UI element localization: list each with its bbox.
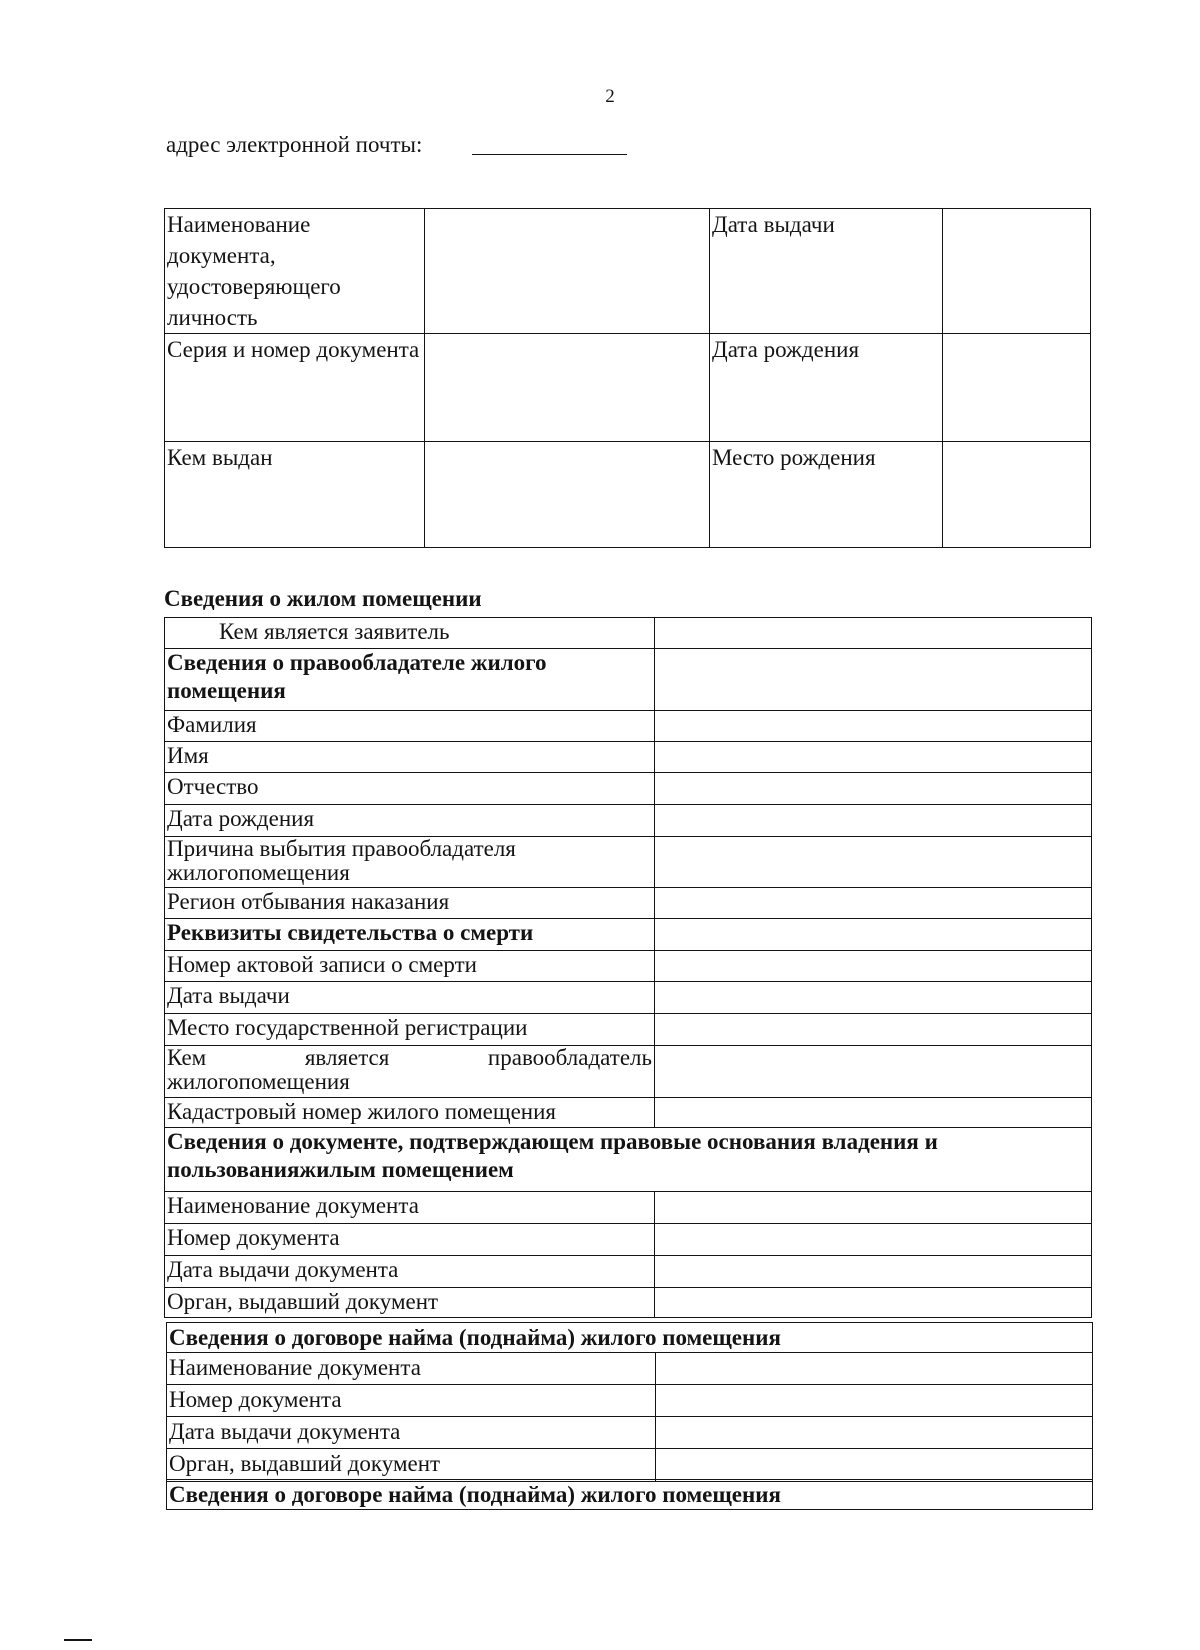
page-number: 2	[605, 86, 615, 107]
lease-row-value[interactable]	[656, 1449, 1093, 1482]
housing-row-label: Реквизиты свидетельства о смерти	[165, 919, 655, 951]
table-row	[167, 1353, 1093, 1385]
housing-row-label: Сведения о правообладателе жилого помещения	[165, 649, 655, 711]
ownership-row-label: Дата выдачи документа	[165, 1256, 655, 1288]
lease-row-value[interactable]	[656, 1385, 1093, 1417]
lease-row-label: Наименование документа	[167, 1353, 656, 1385]
housing-row-value[interactable]	[655, 837, 1092, 888]
lease-contract-repeat-heading: Сведения о договоре найма (поднайма) жилого помещения	[167, 1480, 1093, 1510]
housing-row-label: Кем является заявитель	[165, 618, 655, 649]
table-row	[165, 773, 1092, 805]
lease-contract-table	[166, 1322, 1093, 1482]
table-row	[165, 618, 1092, 649]
housing-row-value[interactable]	[655, 1014, 1092, 1046]
table-row	[165, 982, 1092, 1014]
identity-label: Место рождения	[710, 442, 943, 548]
table-row	[165, 209, 1091, 334]
housing-row-value[interactable]	[655, 951, 1092, 982]
table-row	[167, 1385, 1093, 1417]
identity-document-name-field[interactable]	[425, 209, 710, 334]
housing-row-label: Регион отбывания наказания	[165, 888, 655, 919]
housing-row-value[interactable]	[655, 618, 1092, 649]
housing-row-value[interactable]	[655, 773, 1092, 805]
housing-row-value[interactable]	[655, 982, 1092, 1014]
housing-row-value[interactable]	[655, 711, 1092, 742]
ownership-row-label: Номер документа	[165, 1224, 655, 1256]
ownership-row-label: Орган, выдавший документ	[165, 1288, 655, 1318]
table-row	[165, 1098, 1092, 1128]
table-row	[165, 334, 1091, 442]
birth-place-field[interactable]	[943, 442, 1091, 548]
housing-row-label: Фамилия	[165, 711, 655, 742]
lease-row-value[interactable]	[656, 1353, 1093, 1385]
table-row	[167, 1449, 1093, 1482]
housing-section-heading: Сведения о жилом помещении	[164, 586, 482, 611]
identity-label: Кем выдан	[165, 442, 425, 548]
lease-row-label: Орган, выдавший документ	[167, 1449, 656, 1482]
housing-row-label: Имя	[165, 742, 655, 773]
table-row	[165, 1288, 1092, 1318]
housing-table	[164, 617, 1092, 1318]
table-row	[165, 888, 1092, 919]
housing-row-value[interactable]	[655, 919, 1092, 951]
lease-contract-heading: Сведения о договоре найма (поднайма) жилого помещения	[167, 1323, 1093, 1353]
ownership-row-value[interactable]	[655, 1192, 1092, 1224]
ownership-row-value[interactable]	[655, 1224, 1092, 1256]
table-row	[165, 1014, 1092, 1046]
table-row	[165, 649, 1092, 711]
housing-row-label: Дата рождения	[165, 805, 655, 837]
housing-row-label: Место государственной регистрации	[165, 1014, 655, 1046]
table-row	[165, 442, 1091, 548]
footer-mark	[64, 1639, 92, 1641]
table-row	[167, 1417, 1093, 1449]
housing-row-label: Причина выбытия правообладателя жилогопомещения	[165, 837, 655, 888]
table-row	[165, 837, 1092, 888]
housing-row-label: Номер актовой записи о смерти	[165, 951, 655, 982]
identity-label: Дата выдачи	[710, 209, 943, 334]
housing-row-label: Кем является правообладатель жилогопомещения	[165, 1046, 655, 1098]
table-row	[165, 1046, 1092, 1098]
housing-row-label: Кадастровый номер жилого помещения	[165, 1098, 655, 1128]
table-row	[165, 711, 1092, 742]
housing-row-value[interactable]	[655, 888, 1092, 919]
table-row	[165, 805, 1092, 837]
email-field[interactable]	[472, 154, 627, 155]
identity-label: Серия и номер документа	[165, 334, 425, 442]
identity-label: Наименование документа, удостоверяющего личность	[165, 209, 425, 334]
housing-row-label: Отчество	[165, 773, 655, 805]
table-row	[165, 919, 1092, 951]
table-row	[165, 1256, 1092, 1288]
housing-row-value[interactable]	[655, 742, 1092, 773]
identity-label: Дата рождения	[710, 334, 943, 442]
housing-row-label: Дата выдачи	[165, 982, 655, 1014]
table-row	[165, 1192, 1092, 1224]
table-row	[167, 1323, 1093, 1353]
lease-row-label: Номер документа	[167, 1385, 656, 1417]
email-label: адрес электронной почты:	[166, 132, 423, 157]
ownership-row-label: Наименование документа	[165, 1192, 655, 1224]
ownership-row-value[interactable]	[655, 1256, 1092, 1288]
identity-document-table	[164, 208, 1091, 548]
housing-row-value[interactable]	[655, 649, 1092, 711]
housing-row-value[interactable]	[655, 805, 1092, 837]
birth-date-field[interactable]	[943, 334, 1091, 442]
table-row	[165, 1128, 1092, 1192]
lease-row-label: Дата выдачи документа	[167, 1417, 656, 1449]
ownership-document-heading: Сведения о документе, подтверждающем правовые основания владения и пользованияжилым помещением	[165, 1128, 1092, 1192]
housing-row-value[interactable]	[655, 1098, 1092, 1128]
table-row	[167, 1480, 1093, 1510]
lease-contract-repeat-table	[166, 1479, 1093, 1510]
housing-row-value[interactable]	[655, 1046, 1092, 1098]
series-number-field[interactable]	[425, 334, 710, 442]
issued-by-field[interactable]	[425, 442, 710, 548]
lease-row-value[interactable]	[656, 1417, 1093, 1449]
table-row	[165, 951, 1092, 982]
issue-date-field[interactable]	[943, 209, 1091, 334]
table-row	[165, 742, 1092, 773]
ownership-row-value[interactable]	[655, 1288, 1092, 1318]
table-row	[165, 1224, 1092, 1256]
